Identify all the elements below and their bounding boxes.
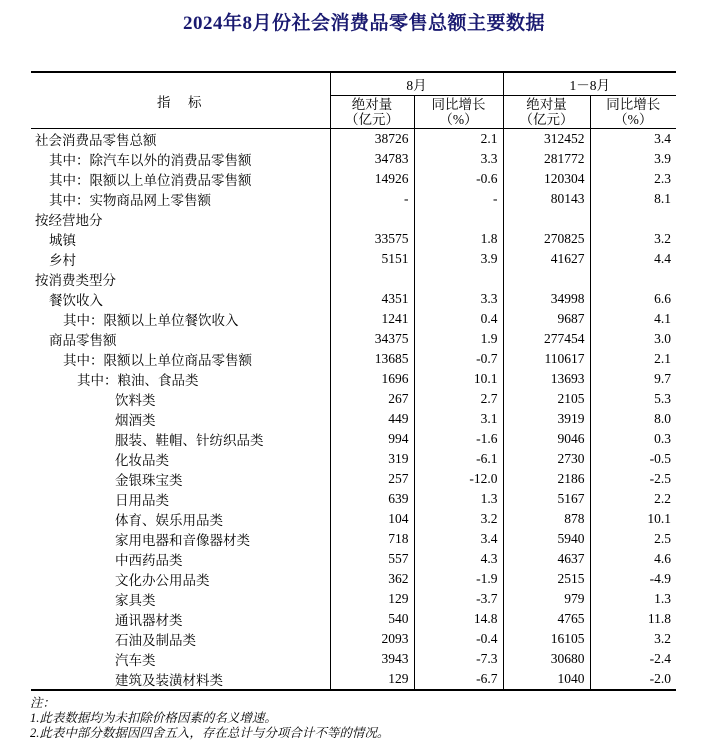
- row-indicator-label: 其中：粮油、食品类: [77, 373, 199, 388]
- header-cum-yoy: [590, 96, 676, 129]
- aug-absolute-value: 4351: [330, 289, 414, 309]
- aug-yoy-value: -0.6: [414, 169, 503, 189]
- cum-absolute-value: 1040: [503, 669, 590, 690]
- cum-yoy-value: 6.6: [590, 289, 676, 309]
- cum-yoy-value: 3.9: [590, 149, 676, 169]
- aug-yoy-value: -1.9: [414, 569, 503, 589]
- cum-absolute-value: 4765: [503, 609, 590, 629]
- cum-yoy-value: 8.0: [590, 409, 676, 429]
- aug-absolute-value: 1696: [330, 369, 414, 389]
- table-row: [31, 469, 676, 489]
- aug-absolute-value: 718: [330, 529, 414, 549]
- aug-absolute-value: 33575: [330, 229, 414, 249]
- cum-yoy-value: [590, 209, 676, 229]
- row-indicator-label: 汽车类: [115, 653, 156, 668]
- table-row: [31, 489, 676, 509]
- page-title: 2024年8月份社会消费品零售总额主要数据: [182, 13, 545, 34]
- cum-yoy-value: 4.6: [590, 549, 676, 569]
- aug-absolute-value: 129: [330, 669, 414, 690]
- aug-yoy-value: 3.3: [414, 289, 503, 309]
- aug-yoy-value: -3.7: [414, 589, 503, 609]
- footnotes: [30, 696, 728, 741]
- row-indicator-label: 按消费类型分: [35, 273, 116, 288]
- header-group-august: 8月: [330, 72, 503, 96]
- cum-yoy-value: 2.3: [590, 169, 676, 189]
- row-indicator-label: 其中：限额以上单位商品零售额: [63, 353, 252, 368]
- row-indicator-label: 中西药品类: [115, 553, 183, 568]
- aug-yoy-value: [414, 209, 503, 229]
- cum-absolute-value: 4637: [503, 549, 590, 569]
- table-body: [31, 129, 676, 691]
- row-indicator-label: 其中：限额以上单位消费品零售额: [49, 173, 252, 188]
- cum-absolute-value: 281772: [503, 149, 590, 169]
- cum-yoy-value: 4.4: [590, 249, 676, 269]
- cum-yoy-value: -4.9: [590, 569, 676, 589]
- row-indicator-label: 其中：除汽车以外的消费品零售额: [49, 153, 252, 168]
- cum-absolute-value: 3919: [503, 409, 590, 429]
- cum-yoy-value: 4.1: [590, 309, 676, 329]
- header-aug-absolute-line1: 绝对量: [351, 97, 393, 112]
- aug-absolute-value: 34783: [330, 149, 414, 169]
- row-indicator-label: 化妆品类: [115, 453, 169, 468]
- header-aug-absolute-line2: （亿元）: [345, 112, 399, 127]
- cum-yoy-value: 8.1: [590, 189, 676, 209]
- cum-yoy-value: 0.3: [590, 429, 676, 449]
- cum-yoy-value: -2.5: [590, 469, 676, 489]
- table-row: [31, 629, 676, 649]
- table-row: [31, 449, 676, 469]
- cum-yoy-value: 2.1: [590, 349, 676, 369]
- aug-yoy-value: 0.4: [414, 309, 503, 329]
- row-indicator-label: 日用品类: [115, 493, 169, 508]
- header-cum-absolute-line2: （亿元）: [519, 112, 574, 127]
- aug-yoy-value: 1.9: [414, 329, 503, 349]
- header-aug-yoy-line2: （%）: [439, 112, 478, 127]
- row-indicator-label: 服装、鞋帽、针纺织品类: [115, 433, 264, 448]
- cum-yoy-value: 2.5: [590, 529, 676, 549]
- notes-label: 注：: [30, 696, 56, 710]
- aug-absolute-value: 319: [330, 449, 414, 469]
- cum-absolute-value: 277454: [503, 329, 590, 349]
- row-indicator-label: 建筑及装潢材料类: [115, 673, 223, 688]
- header-indicator: 指 标: [31, 72, 330, 129]
- cum-absolute-value: 80143: [503, 189, 590, 209]
- cum-yoy-value: 5.3: [590, 389, 676, 409]
- row-indicator-label: 家用电器和音像器材类: [115, 533, 250, 548]
- header-cum-yoy-line1: 同比增长: [606, 97, 661, 112]
- aug-absolute-value: 267: [330, 389, 414, 409]
- header-group-row: [31, 72, 676, 96]
- aug-yoy-value: 2.7: [414, 389, 503, 409]
- cum-yoy-value: 2.2: [590, 489, 676, 509]
- cum-absolute-value: 2105: [503, 389, 590, 409]
- cum-yoy-value: 11.8: [590, 609, 676, 629]
- aug-absolute-value: 38726: [330, 129, 414, 150]
- aug-absolute-value: 34375: [330, 329, 414, 349]
- aug-yoy-value: 10.1: [414, 369, 503, 389]
- table-row: [31, 409, 676, 429]
- row-indicator-label: 商品零售额: [49, 333, 117, 348]
- cum-yoy-value: 3.2: [590, 229, 676, 249]
- page: [0, 8, 728, 740]
- aug-absolute-value: 2093: [330, 629, 414, 649]
- row-indicator-label: 通讯器材类: [115, 613, 183, 628]
- cum-absolute-value: 34998: [503, 289, 590, 309]
- table-row: [31, 669, 676, 690]
- header-cum-absolute-line1: 绝对量: [526, 97, 567, 112]
- table-row: [31, 149, 676, 169]
- aug-yoy-value: 1.3: [414, 489, 503, 509]
- aug-absolute-value: [330, 209, 414, 229]
- row-indicator-label: 石油及制品类: [115, 633, 196, 648]
- table-row: [31, 569, 676, 589]
- note-1: 1.此表数据均为未扣除价格因素的名义增速。: [30, 711, 277, 725]
- table-row: [31, 189, 676, 209]
- aug-absolute-value: [330, 269, 414, 289]
- table-row: [31, 509, 676, 529]
- cum-absolute-value: 312452: [503, 129, 590, 150]
- aug-yoy-value: 3.3: [414, 149, 503, 169]
- cum-absolute-value: [503, 209, 590, 229]
- cum-absolute-value: 270825: [503, 229, 590, 249]
- table-row: [31, 369, 676, 389]
- aug-yoy-value: 3.1: [414, 409, 503, 429]
- cum-yoy-value: 3.2: [590, 629, 676, 649]
- cum-absolute-value: 2515: [503, 569, 590, 589]
- aug-absolute-value: 540: [330, 609, 414, 629]
- cum-absolute-value: 16105: [503, 629, 590, 649]
- aug-yoy-value: -6.1: [414, 449, 503, 469]
- table-row: [31, 549, 676, 569]
- aug-yoy-value: -12.0: [414, 469, 503, 489]
- aug-absolute-value: 13685: [330, 349, 414, 369]
- table-row: [31, 209, 676, 229]
- cum-absolute-value: 2186: [503, 469, 590, 489]
- row-indicator-label: 其中：实物商品网上零售额: [49, 193, 211, 208]
- cum-absolute-value: 30680: [503, 649, 590, 669]
- aug-yoy-value: 14.8: [414, 609, 503, 629]
- cum-absolute-value: 878: [503, 509, 590, 529]
- row-indicator-label: 文化办公用品类: [115, 573, 210, 588]
- aug-yoy-value: -: [414, 189, 503, 209]
- aug-absolute-value: 449: [330, 409, 414, 429]
- table-row: [31, 349, 676, 369]
- aug-absolute-value: 3943: [330, 649, 414, 669]
- aug-absolute-value: 14926: [330, 169, 414, 189]
- cum-absolute-value: 2730: [503, 449, 590, 469]
- aug-absolute-value: 994: [330, 429, 414, 449]
- header-cum-absolute: [503, 96, 590, 129]
- row-indicator-label: 按经营地分: [35, 213, 103, 228]
- cum-yoy-value: 3.4: [590, 129, 676, 150]
- aug-yoy-value: 4.3: [414, 549, 503, 569]
- table-row: [31, 329, 676, 349]
- retail-sales-table: [31, 71, 676, 691]
- aug-absolute-value: 1241: [330, 309, 414, 329]
- cum-absolute-value: 5167: [503, 489, 590, 509]
- aug-yoy-value: 3.9: [414, 249, 503, 269]
- table-row: [31, 289, 676, 309]
- cum-yoy-value: [590, 269, 676, 289]
- row-indicator-label: 社会消费品零售总额: [35, 133, 157, 148]
- aug-yoy-value: -0.7: [414, 349, 503, 369]
- aug-yoy-value: 3.2: [414, 509, 503, 529]
- aug-absolute-value: 362: [330, 569, 414, 589]
- aug-yoy-value: -0.4: [414, 629, 503, 649]
- cum-absolute-value: 41627: [503, 249, 590, 269]
- aug-yoy-value: [414, 269, 503, 289]
- header-aug-yoy: [414, 96, 503, 129]
- cum-yoy-value: -2.4: [590, 649, 676, 669]
- cum-absolute-value: [503, 269, 590, 289]
- header-cum-yoy-line2: （%）: [614, 112, 653, 127]
- cum-yoy-value: -2.0: [590, 669, 676, 690]
- cum-absolute-value: 9046: [503, 429, 590, 449]
- header-aug-yoy-line1: 同比增长: [431, 97, 486, 112]
- aug-absolute-value: -: [330, 189, 414, 209]
- header-group-jan-to-aug: 1－8月: [503, 72, 676, 96]
- table-row: [31, 429, 676, 449]
- row-indicator-label: 烟酒类: [115, 413, 156, 428]
- row-indicator-label: 家具类: [115, 593, 156, 608]
- header-aug-absolute: [330, 96, 414, 129]
- cum-absolute-value: 110617: [503, 349, 590, 369]
- row-indicator-label: 饮料类: [115, 393, 156, 408]
- table-row: [31, 589, 676, 609]
- table-row: [31, 129, 676, 150]
- cum-absolute-value: 13693: [503, 369, 590, 389]
- aug-absolute-value: 557: [330, 549, 414, 569]
- aug-yoy-value: -6.7: [414, 669, 503, 690]
- aug-absolute-value: 257: [330, 469, 414, 489]
- aug-yoy-value: 2.1: [414, 129, 503, 150]
- table-row: [31, 269, 676, 289]
- table-row: [31, 609, 676, 629]
- cum-absolute-value: 9687: [503, 309, 590, 329]
- aug-absolute-value: 104: [330, 509, 414, 529]
- row-indicator-label: 餐饮收入: [49, 293, 103, 308]
- table-row: [31, 249, 676, 269]
- aug-yoy-value: -1.6: [414, 429, 503, 449]
- cum-absolute-value: 5940: [503, 529, 590, 549]
- aug-absolute-value: 5151: [330, 249, 414, 269]
- table-row: [31, 389, 676, 409]
- table-header: [31, 72, 676, 129]
- aug-absolute-value: 639: [330, 489, 414, 509]
- aug-yoy-value: 3.4: [414, 529, 503, 549]
- cum-absolute-value: 979: [503, 589, 590, 609]
- row-indicator-label: 乡村: [49, 253, 76, 268]
- aug-yoy-value: 1.8: [414, 229, 503, 249]
- cum-yoy-value: 1.3: [590, 589, 676, 609]
- cum-absolute-value: 120304: [503, 169, 590, 189]
- row-indicator-label: 其中：限额以上单位餐饮收入: [63, 313, 239, 328]
- cum-yoy-value: 3.0: [590, 329, 676, 349]
- aug-yoy-value: -7.3: [414, 649, 503, 669]
- table-row: [31, 309, 676, 329]
- table-row: [31, 529, 676, 549]
- cum-yoy-value: 10.1: [590, 509, 676, 529]
- note-2: 2.此表中部分数据因四舍五入，存在总计与分项合计不等的情况。: [30, 726, 390, 740]
- row-indicator-label: 金银珠宝类: [115, 473, 183, 488]
- table-row: [31, 229, 676, 249]
- table-row: [31, 649, 676, 669]
- table-row: [31, 169, 676, 189]
- aug-absolute-value: 129: [330, 589, 414, 609]
- cum-yoy-value: -0.5: [590, 449, 676, 469]
- cum-yoy-value: 9.7: [590, 369, 676, 389]
- row-indicator-label: 体育、娱乐用品类: [115, 513, 223, 528]
- row-indicator-label: 城镇: [49, 233, 76, 248]
